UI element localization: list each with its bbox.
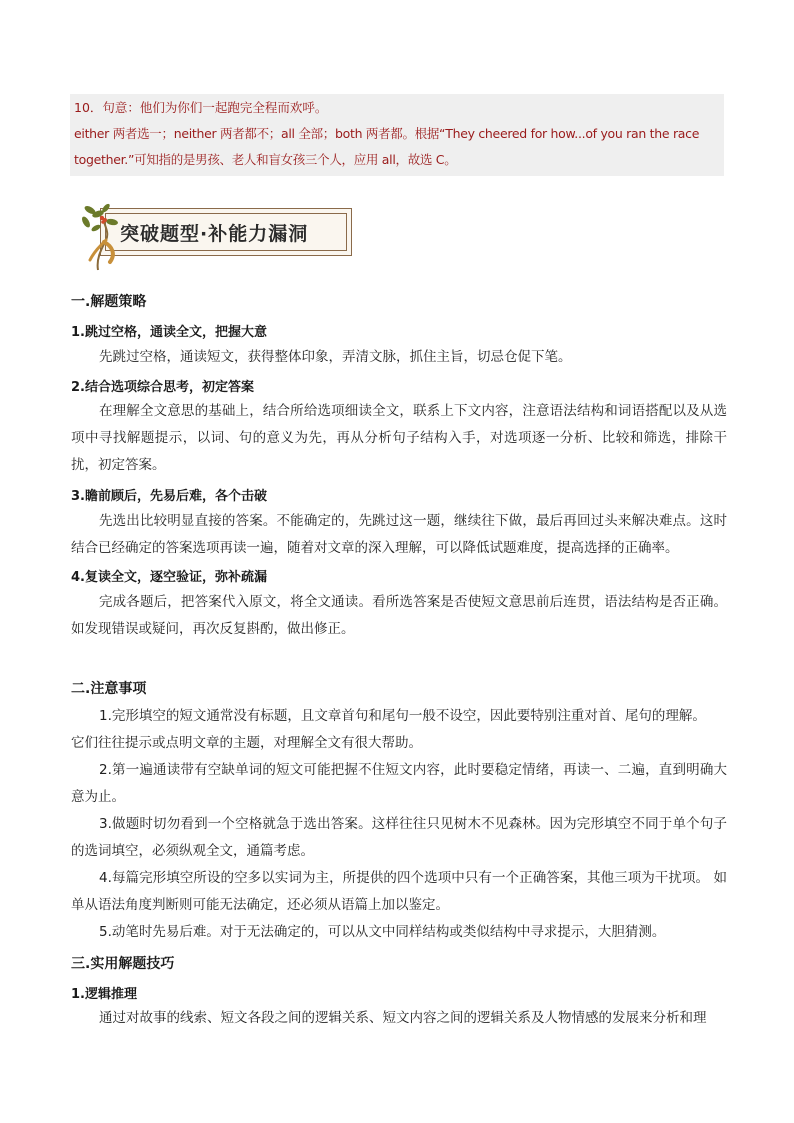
banner-title: 突破题型·补能力漏洞 [120, 223, 309, 245]
step1-text: 先跳过空格，通读短文，获得整体印象，弄清文脉，抓住主旨，切忌仓促下笔。 [99, 349, 572, 365]
note1-text: 1.完形填空的短文通常没有标题，且文章首句和尾句一般不设空，因此要特别注重对首、尾句的理解。 [99, 708, 706, 724]
section1-heading: 一.解题策略 [71, 294, 147, 310]
technique1-text: 通过对故事的线索、短文各段之间的逻辑关系、短文内容之间的逻辑关系及人物情感的发展来分析和理 [99, 1010, 707, 1026]
step4-title: 4.复读全文，逐空验证，弥补疏漏 [71, 570, 267, 585]
answer-line-2: either 两者选一；neither 两者都不；all 全部；both 两者都。根据“They cheered for how...of you ran the race [74, 126, 700, 141]
note1-text-cont: 它们往往提示或点明文章的主题，对理解全文有很大帮助。 [71, 735, 422, 751]
step3-text: 先选出比较明显直接的答案。不能确定的，先跳过这一题，继续往下做，最后再回过头来解决难点。这时结合已经确定的答案选项再读一遍，随着对文章的深入理解，可以降低试题难度，提高选择的正确率。 [71, 513, 727, 556]
section-banner [76, 200, 356, 270]
note2-text: 2.第一遍通读带有空缺单词的短文可能把握不住短文内容，此时要稳定情绪，再读一、二遍，直到明确大意为止。 [71, 762, 727, 805]
step2-title: 2.结合选项综合思考，初定答案 [71, 380, 254, 395]
note3-text: 3.做题时切勿看到一个空格就急于选出答案。这样往往只见树木不见森林。因为完形填空不同于单个句子的选词填空，必须纵观全文，通篇考虑。 [71, 816, 727, 859]
technique1-title: 1.逻辑推理 [71, 987, 137, 1002]
answer-explanation-box [70, 94, 724, 176]
note4-text: 4.每篇完形填空所设的空多以实词为主，所提供的四个选项中只有一个正确答案，其他三项为干扰项。 如单从语法角度判断则可能无法确定，还必须从语篇上加以鉴定。 [71, 870, 727, 913]
step2-text: 在理解全文意思的基础上，结合所给选项细读全文，联系上下文内容，注意语法结构和词语搭配以及从选项中寻找解题提示，以词、句的意义为先，再从分析句子结构入手，对选项逐一分析、比较和筛选，排除干扰，初定答案。 [71, 403, 727, 473]
step1-title: 1.跳过空格，通读全文，把握大意 [71, 325, 267, 340]
note5-text: 5.动笔时先易后难。对于无法确定的，可以从文中同样结构或类似结构中寻求提示，大胆猜测。 [99, 924, 666, 940]
answer-line-1: 10．句意：他们为你们一起跑完全程而欢呼。 [74, 100, 328, 115]
section2-heading: 二.注意事项 [71, 681, 147, 697]
step3-title: 3.瞻前顾后，先易后难，各个击破 [71, 489, 267, 504]
step4-text: 完成各题后，把答案代入原文，将全文通读。看所选答案是否使短文意思前后连贯，语法结构是否正确。如发现错误或疑问，再次反复斟酌，做出修正。 [71, 594, 727, 637]
section3-heading: 三.实用解题技巧 [71, 956, 175, 972]
answer-line-3: together.”可知指的是男孩、老人和盲女孩三个人，应用 all，故选 C。 [74, 152, 457, 167]
